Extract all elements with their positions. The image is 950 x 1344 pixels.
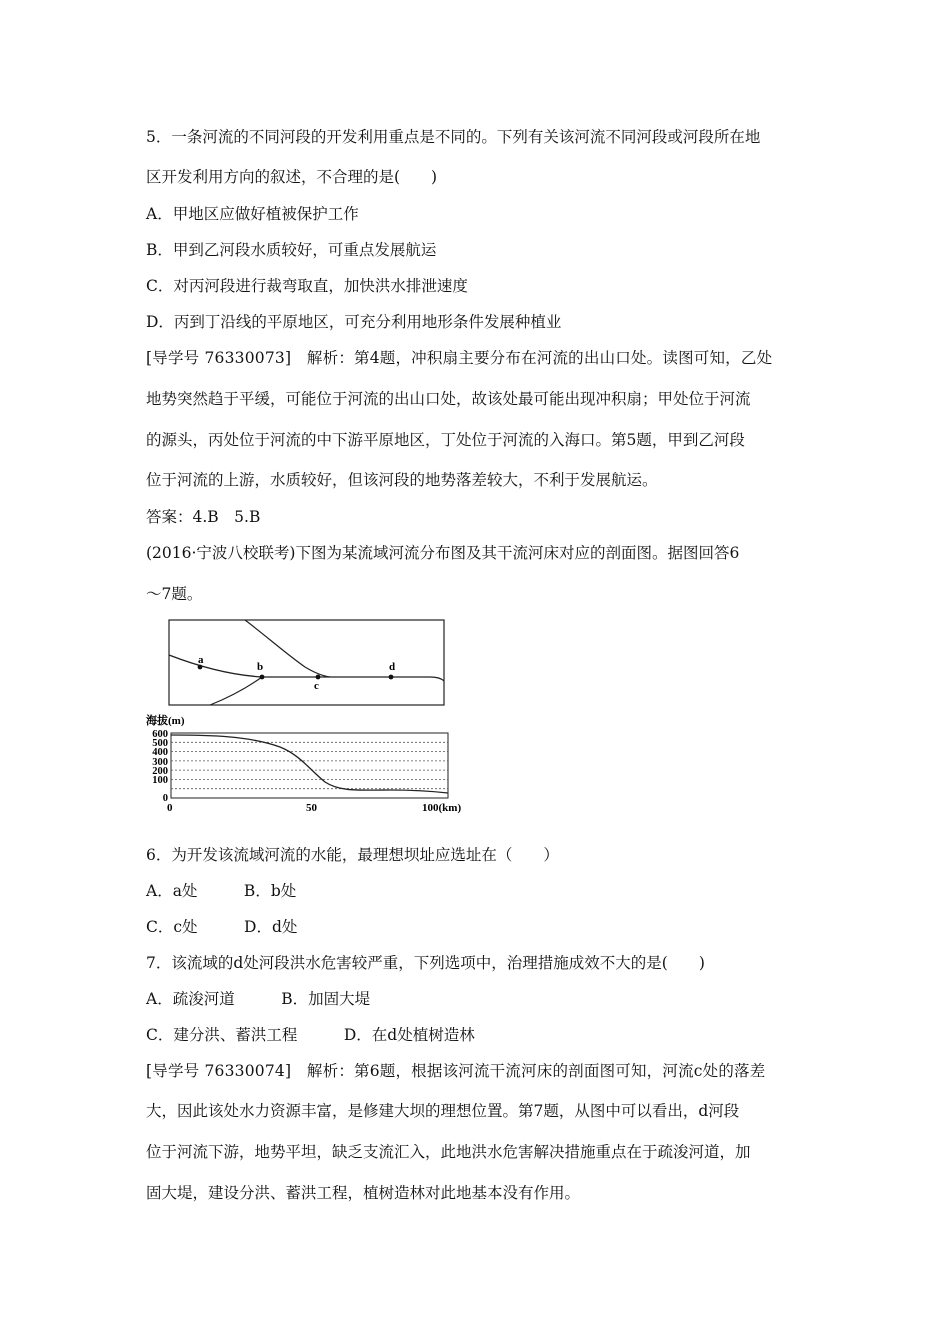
xtick-50: 50: [306, 802, 317, 814]
tributary-lower: [210, 677, 262, 705]
label-b: b: [257, 661, 264, 673]
analysis-2-line-2: 大，因此该处水力资源丰富，是修建大坝的理想位置。第7题，从图中可以看出，d河段: [146, 1102, 740, 1120]
label-d: d: [389, 661, 396, 673]
ytick-400: 400: [152, 747, 168, 758]
xtick-0: 0: [167, 802, 173, 814]
analysis-1-line-1: [导学号 76330073] 解析：第4题，冲积扇主要分布在河流的出山口处。读图可知，乙处: [146, 349, 773, 367]
profile-ylabel: 海拔(m): [146, 715, 185, 727]
analysis-1-line-3: 的源头，丙处位于河流的中下游平原地区，丁处位于河流的入海口。第5题，甲到乙河段: [146, 431, 745, 449]
point-b: [260, 675, 265, 680]
q6-options-row-2: C．c处 D．d处: [146, 918, 298, 936]
profile-frame: [171, 733, 448, 798]
analysis-1-line-2: 地势突然趋于平缓，可能位于河流的出山口处，故该处最可能出现冲积扇；甲处位于河流: [146, 390, 751, 408]
label-c: c: [314, 680, 319, 692]
intro-line-1: (2016·宁波八校联考)下图为某流域河流分布图及其干流河床对应的剖面图。据图回答6: [146, 544, 740, 562]
analysis-2-line-3: 位于河流下游，地势平坦，缺乏支流汇入，此地洪水危害解决措施重点在于疏浚河道，加: [146, 1143, 751, 1161]
ytick-500: 500: [152, 738, 168, 749]
q7-options-row-1: A．疏浚河道 B．加固大堤: [146, 990, 371, 1008]
intro-line-2: ～7题。: [146, 585, 203, 603]
analysis-2-line-4: 固大堤，建设分洪、蓄洪工程，植树造林对此地基本没有作用。: [146, 1184, 581, 1202]
ytick-100: 100: [152, 775, 168, 786]
q5-stem-line-1: 5．一条河流的不同河段的开发利用重点是不同的。下列有关该河流不同河段或河段所在地: [146, 128, 761, 146]
ytick-600: 600: [152, 729, 168, 740]
q6-stem: 6．为开发该流域河流的水能，最理想坝址应选址在（ ）: [146, 846, 559, 864]
q5-option-d: D．丙到丁沿线的平原地区，可充分利用地形条件发展种植业: [146, 313, 562, 331]
river-figure: [140, 615, 470, 815]
answer-line: 答案：4.B 5.B: [146, 508, 261, 526]
q5-stem-line-2: 区开发利用方向的叙述，不合理的是( ): [146, 168, 438, 186]
analysis-1-line-4: 位于河流的上游，水质较好，但该河段的地势落差较大，不利于发展航运。: [146, 471, 658, 489]
ytick-200: 200: [152, 766, 168, 777]
q7-stem: 7．该流域的d处河段洪水危害较严重，下列选项中，治理措施成效不大的是( ): [146, 954, 705, 972]
point-d: [389, 675, 394, 680]
q5-option-c: C．对丙河段进行裁弯取直，加快洪水排泄速度: [146, 277, 468, 295]
xtick-100: 100(km): [422, 802, 462, 814]
label-a: a: [198, 654, 204, 666]
ytick-0: 0: [162, 793, 168, 804]
q7-options-row-2: C．建分洪、蓄洪工程 D．在d处植树造林: [146, 1026, 475, 1044]
point-c: [316, 675, 321, 680]
analysis-2-line-1: [导学号 76330074] 解析：第6题，根据该河流干流河床的剖面图可知，河流c处的落差: [146, 1062, 766, 1080]
ytick-300: 300: [152, 757, 168, 768]
riverbed-profile: [171, 735, 448, 793]
q5-option-a: A．甲地区应做好植被保护工作: [146, 205, 359, 223]
q5-option-b: B．甲到乙河段水质较好，可重点发展航运: [146, 241, 437, 259]
map-frame: [169, 620, 444, 705]
q6-options-row-1: A．a处 B．b处: [146, 882, 297, 900]
